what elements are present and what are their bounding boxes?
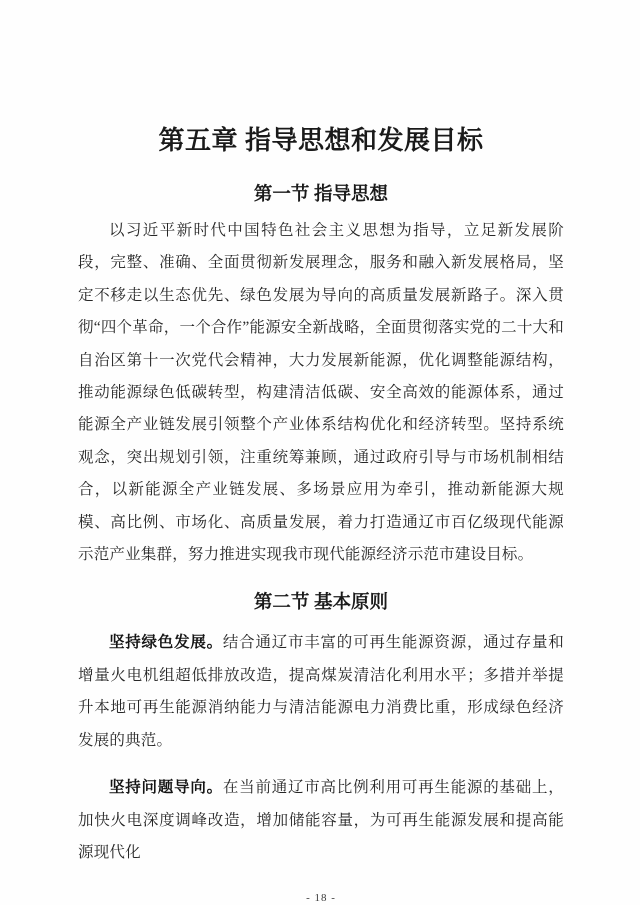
section-2-paragraph-2 (78, 772, 564, 869)
section-1-paragraph (78, 215, 564, 571)
chapter-title: 第五章 指导思想和发展目标 (158, 126, 484, 155)
section-2-paragraph-1 (78, 627, 564, 757)
page-number: - 18 - (306, 892, 336, 905)
paragraph-lead: 坚持绿色发展。 (109, 634, 223, 652)
section-2-heading: 第二节 基本原则 (253, 593, 389, 614)
section-1-heading: 第一节 指导思想 (253, 185, 389, 205)
paragraph-lead: 坚持问题导向。 (109, 779, 223, 797)
paragraph-text: 以习近平新时代中国特色社会主义思想为指导，立足新发展阶段，完整、准确、全面贯彻新发展理念，服务和融入新发展格局，坚定不移走以生态优先、绿色发展为导向的高质量发展新路子。深入贯彻“四个革命，一个合作”能源安全新战略，全面贯彻落实党的二十大和自治区第十一次党代会精神，大力发展新能源，优化调整能源结构，推动能源绿色低碳转型，构建清洁低碳、安全高效的能源体系，通过能源全产业链发展引领整个产业体系结构优化和经济转型。坚持系统观念，突出规划引领，注重统筹兼顾，通过政府引导与市场机制相结合，以新能源全产业链发展、多场景应用为牵引，推动新能源大规模、高比例、市场化、高质量发展，着力打造通辽市百亿级现代能源示范产业集群，努力推进实现我市现代能源经济示范市建设目标。 (78, 222, 564, 564)
paragraph-text: 在当前通辽市高比例利用可再生能源的基础上，加快火电深度调峰改造，增加储能容量，为可再生能源发展和提高能源现代化 (78, 779, 565, 861)
paragraph-text: 结合通辽市丰富的可再生能源资源，通过存量和增量火电机组超低排放改造，提高煤炭清洁化利用水平；多措并举提升本地可再生能源消纳能力与清洁能源电力消费比重，形成绿色经济发展的典范。 (78, 634, 565, 749)
